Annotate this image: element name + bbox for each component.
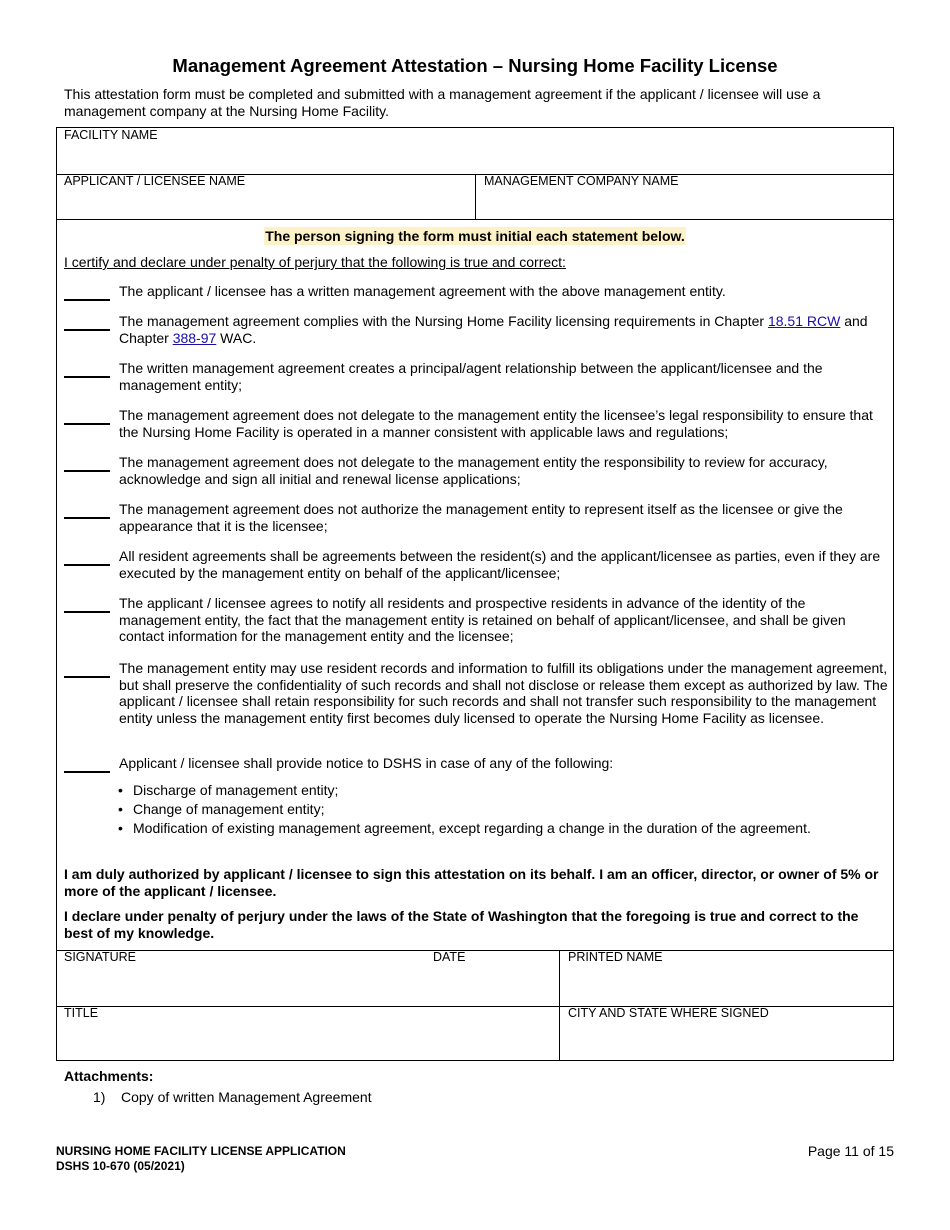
initial-blank[interactable] (64, 454, 110, 472)
applicant-name-label: APPLICANT / LICENSEE NAME (64, 174, 246, 188)
declaration-statement: I declare under penalty of perjury under the laws of the State of Washington that the foregoing is true and correct to the best of my knowledge. (64, 908, 859, 941)
facility-name-label: FACILITY NAME (64, 128, 158, 142)
initial-blank[interactable] (64, 548, 110, 566)
attestation-form (56, 127, 894, 1061)
statement-text: The management agreement does not delegate to the management entity the responsibility to review for accuracy, acknowledge and sign all initial and renewal license applications; (119, 454, 828, 487)
statement-text: The management agreement does not authorize the management entity to represent itself as the licensee or give the appearance that it is the licensee; (119, 501, 843, 534)
title-field[interactable] (57, 1022, 558, 1060)
attachment-item (93, 1089, 372, 1105)
statement-text: The written management agreement creates a principal/agent relationship between the applicant/licensee and the management entity; (119, 360, 823, 393)
initial-blank[interactable] (64, 595, 110, 613)
initial-blank[interactable] (64, 755, 110, 773)
initial-blank[interactable] (64, 313, 110, 331)
date-field[interactable] (429, 966, 557, 1005)
statement-text: All resident agreements shall be agreements between the resident(s) and the applicant/licensee as parties, even if they are executed by the management entity on behalf of the applicant/licensee; (119, 548, 881, 581)
page-title: Management Agreement Attestation – Nursing Home Facility License (172, 55, 778, 76)
authorization-statement: I am duly authorized by applicant / licensee to sign this attestation on its behalf. I am an officer, director, or owner of 5% or more of the applicant / licensee. (64, 866, 879, 899)
notice-list (112, 781, 882, 838)
management-company-label: MANAGEMENT COMPANY NAME (484, 174, 679, 188)
list-item (112, 819, 882, 838)
statement-text: Applicant / licensee shall provide notice to DSHS in case of any of the following: (119, 755, 614, 771)
attachment-text: Copy of written Management Agreement (121, 1089, 372, 1105)
footer-form-number: DSHS 10-670 (05/2021) (56, 1159, 185, 1173)
printed-name-label: PRINTED NAME (568, 950, 663, 964)
statement-text: The management agreement does not delegate to the management entity the licensee’s legal responsibility to ensure that the Nursing Home Facility is operated in a manner consistent with applicable laws and regulations; (119, 407, 873, 440)
certify-text: I certify and declare under penalty of perjury that the following is true and correct (64, 254, 563, 270)
rcw-link[interactable]: 18.51 RCW (767, 313, 841, 329)
wac-link[interactable]: 388-97 (172, 329, 217, 346)
statement-9 (64, 660, 889, 726)
certify-colon: : (562, 254, 566, 270)
list-item-text: Change of management entity; (133, 801, 325, 817)
divider (57, 219, 893, 220)
initial-instruction (57, 228, 893, 244)
facility-name-field[interactable] (57, 142, 893, 173)
city-state-field[interactable] (560, 1022, 893, 1060)
statement-text: The applicant / licensee agrees to notify all residents and prospective residents in advance of the identity of the management entity, the fact that the management entity is retained on behalf of applicant/licensee, and shall be given contact information for the management entity and the licensee; (119, 595, 846, 644)
attachment-number: 1) (93, 1089, 106, 1105)
statement-5 (64, 454, 889, 487)
bullet-icon: • (118, 801, 123, 817)
statement-text-part: WAC. (216, 329, 257, 346)
list-item (112, 781, 882, 800)
list-item-text: Modification of existing management agreement, except regarding a change in the duration of the agreement. (133, 820, 811, 836)
list-item-text: Discharge of management entity; (133, 782, 339, 798)
statement-text: The applicant / licensee has a written management agreement with the above management entity. (119, 283, 726, 299)
initial-blank[interactable] (64, 360, 110, 378)
footer-form-info (56, 1144, 346, 1174)
statement-text-part: and Chapter (119, 313, 868, 346)
divider (57, 950, 893, 951)
applicant-name-field[interactable] (57, 190, 475, 218)
statement-8 (64, 595, 889, 645)
attachments-heading: Attachments: (64, 1068, 154, 1084)
statement-2 (64, 313, 889, 346)
initial-blank[interactable] (64, 501, 110, 519)
footer-form-name: NURSING HOME FACILITY LICENSE APPLICATION (56, 1144, 346, 1158)
statement-10 (64, 755, 889, 772)
statement-1 (64, 283, 889, 300)
statement-text-part: The management agreement complies with the Nursing Home Facility licensing requirements in Chapter (119, 313, 768, 329)
initial-blank[interactable] (64, 407, 110, 425)
list-item (112, 800, 882, 819)
date-label: DATE (433, 950, 466, 964)
statement-3 (64, 360, 889, 393)
title-label: TITLE (64, 1006, 99, 1020)
intro-text: This attestation form must be completed and submitted with a management agreement if the applicant / licensee will use a management company at the Nursing Home Facility. (64, 86, 821, 119)
page-number: Page 11 of 15 (807, 1143, 894, 1159)
certify-statement (64, 254, 566, 270)
signature-field[interactable] (57, 966, 427, 1005)
initial-instruction-text: The person signing the form must initial each statement below. (265, 228, 685, 244)
city-state-label: CITY AND STATE WHERE SIGNED (568, 1006, 769, 1020)
initial-blank[interactable] (64, 660, 110, 678)
management-company-field[interactable] (476, 190, 893, 218)
printed-name-field[interactable] (560, 966, 893, 1005)
statement-4 (64, 407, 889, 440)
statement-7 (64, 548, 889, 581)
initial-blank[interactable] (64, 283, 110, 301)
bullet-icon: • (118, 782, 123, 798)
signature-label: SIGNATURE (64, 950, 136, 964)
statement-text: The management entity may use resident records and information to fulfill its obligations under the management agreement, but shall preserve the confidentiality of such records and shall not disclose or release them except as authorized by law. The applicant / licensee shall retain responsibility for such records and shall not transfer such responsibility to the management entity unless the management entity first becomes duly licensed to operate the Nursing Home Facility as licensee. (119, 660, 888, 726)
statement-6 (64, 501, 889, 534)
statement-text (119, 313, 889, 346)
bullet-icon: • (118, 820, 123, 836)
